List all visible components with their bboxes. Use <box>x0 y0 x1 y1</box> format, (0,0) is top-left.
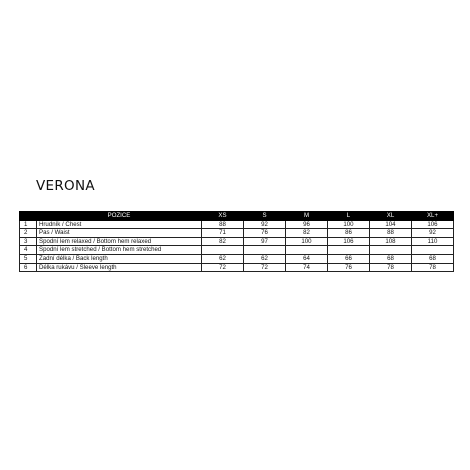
header-size-xl: XL <box>370 212 412 221</box>
cell-value: 92 <box>244 220 286 229</box>
cell-value: 86 <box>328 229 370 238</box>
size-table <box>19 211 454 272</box>
row-measurement-name: Pas / Waist <box>37 229 202 238</box>
cell-value: 62 <box>244 254 286 263</box>
row-index: 6 <box>20 263 37 272</box>
cell-value: 62 <box>202 254 244 263</box>
cell-value: 88 <box>370 229 412 238</box>
table-row <box>20 220 454 229</box>
cell-value <box>328 246 370 255</box>
cell-value: 97 <box>244 237 286 246</box>
row-measurement-name: Spodní lem relaxed / Bottom hem relaxed <box>37 237 202 246</box>
cell-value <box>412 246 454 255</box>
cell-value: 100 <box>286 237 328 246</box>
cell-value: 74 <box>286 263 328 272</box>
table-row <box>20 237 454 246</box>
table-row <box>20 263 454 272</box>
cell-value: 76 <box>328 263 370 272</box>
cell-value: 106 <box>412 220 454 229</box>
cell-value: 88 <box>202 220 244 229</box>
cell-value: 64 <box>286 254 328 263</box>
page-title: VERONA <box>36 178 95 194</box>
row-measurement-name: Zadní délka / Back length <box>37 254 202 263</box>
table-header-row <box>20 212 454 221</box>
cell-value: 82 <box>202 237 244 246</box>
row-index: 2 <box>20 229 37 238</box>
row-measurement-name: Délka rukávu / Sleeve length <box>37 263 202 272</box>
cell-value: 78 <box>412 263 454 272</box>
cell-value: 82 <box>286 229 328 238</box>
table-row <box>20 246 454 255</box>
header-size-l: L <box>328 212 370 221</box>
cell-value: 110 <box>412 237 454 246</box>
cell-value: 104 <box>370 220 412 229</box>
row-index: 3 <box>20 237 37 246</box>
cell-value: 108 <box>370 237 412 246</box>
cell-value <box>286 246 328 255</box>
cell-value: 100 <box>328 220 370 229</box>
row-index: 4 <box>20 246 37 255</box>
cell-value: 72 <box>202 263 244 272</box>
row-measurement-name: Spodní lem stretched / Bottom hem stretched <box>37 246 202 255</box>
cell-value <box>244 246 286 255</box>
row-index: 1 <box>20 220 37 229</box>
cell-value: 106 <box>328 237 370 246</box>
header-index <box>20 212 37 221</box>
cell-value: 78 <box>370 263 412 272</box>
cell-value: 96 <box>286 220 328 229</box>
cell-value: 68 <box>370 254 412 263</box>
row-measurement-name: Hrudník / Chest <box>37 220 202 229</box>
row-index: 5 <box>20 254 37 263</box>
cell-value: 71 <box>202 229 244 238</box>
table-row <box>20 229 454 238</box>
header-size-xl-plus: XL+ <box>412 212 454 221</box>
header-size-xs: XS <box>202 212 244 221</box>
cell-value: 92 <box>412 229 454 238</box>
cell-value: 68 <box>412 254 454 263</box>
cell-value: 76 <box>244 229 286 238</box>
cell-value: 66 <box>328 254 370 263</box>
header-size-m: M <box>286 212 328 221</box>
header-size-s: S <box>244 212 286 221</box>
cell-value <box>202 246 244 255</box>
cell-value: 72 <box>244 263 286 272</box>
header-position: POZICE <box>37 212 202 221</box>
table-row <box>20 254 454 263</box>
cell-value <box>370 246 412 255</box>
